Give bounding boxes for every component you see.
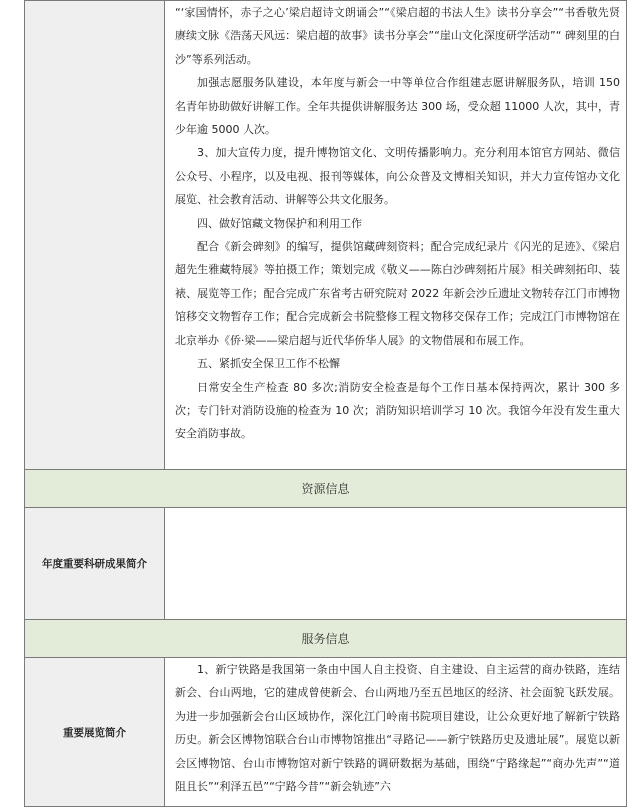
exhibitions-paragraph: 1、新宁铁路是我国第一条由中国人自主投资、自主建设、自主运营的商办铁路，连结新会、台山两地，它的建成曾使新会、台山两地乃至五邑地区的经济、社会面貌飞跃发展。为进一步加强新会台山区域协作，深化江门岭南书院项目建设，让公众更好地了解新宁铁路历史。新会区博物馆联合台山市博物馆推出“寻路记——新宁铁路历史及遗址展”。展览以新会区博物馆、台山市博物馆对新宁铁路的调研数据为基础，围绕“宁路缘起”“商办先声”“道阻且长”“利泽五邑”“宁路今昔”“新会轨迹”六	[175, 663, 620, 794]
activities-heading: 五、紧抓安全保卫工作不松懈	[197, 357, 340, 371]
exhibitions-label-cell	[25, 658, 165, 807]
activities-content-cell	[165, 1, 627, 470]
research-label-cell	[25, 508, 165, 620]
exhibitions-row	[25, 658, 627, 807]
research-content-cell	[165, 508, 627, 620]
resources-section-title: 资源信息	[25, 470, 627, 508]
activities-label-cell	[25, 1, 165, 470]
activities-paragraph: 加强志愿服务队建设，本年度与新会一中等单位合作组建志愿讲解服务队，培训 150 名青年协助做好讲解工作。全年共提供讲解服务达 300 场，受众超 11000 人次，其中，青少年逾 5000 人次。	[175, 76, 620, 137]
resources-section-row	[25, 470, 627, 508]
services-section-title: 服务信息	[25, 620, 627, 658]
activities-paragraph: 日常安全生产检查 80 多次;消防安全检查是每个工作日基本保持两次，累计 300 多次；专门针对消防设施的检查为 10 次；消防知识培训学习 10 次。我馆今年没有发生重大安全消防事故。	[175, 380, 620, 441]
info-table	[24, 0, 627, 807]
research-label: 年度重要科研成果简介	[42, 558, 147, 570]
research-row	[25, 508, 627, 620]
exhibitions-content-cell	[165, 658, 627, 807]
exhibitions-label: 重要展览简介	[63, 726, 126, 739]
activities-paragraph: 3、加大宣传力度，提升博物馆文化、文明传播影响力。充分利用本馆官方网站、微信公众号、小程序，以及电视、报刊等媒体，向公众普及文博相关知识，并大力宣传馆办文化展览、社会教育活动、讲解等公共文化服务。	[175, 146, 620, 207]
activities-row	[25, 1, 627, 470]
activities-heading: 四、做好馆藏文物保护和利用工作	[197, 216, 362, 230]
activities-paragraph: “‘家国情怀，赤子之心’梁启超诗文朗诵会”“《梁启超的书法人生》读书分享会”“书香敬先贤 赓续文脉《浩荡天风远：梁启超的故事》读书分享会”“崖山文化深度研学活动”“ 碑刻里的白沙”等系列活动。	[175, 6, 620, 66]
activities-paragraph: 配合《新会碑刻》的编写，提供馆藏碑刻资料；配合完成纪录片《闪光的足迹》、《梁启超先生雅藏特展》等拍摄工作；策划完成《敬义——陈白沙碑刻拓片展》相关碑刻拓印、装裱、展览等工作；配合完成广东省考古研究院对 2022 年新会沙丘遗址文物转存江门市博物馆移交文物暂存工作；配合完成新会书院整修工程文物移交保存工作；完成江门市博物馆在北京举办《侨·梁——梁启超与近代华侨华人展》的文物借展和布展工作。	[175, 240, 620, 347]
services-section-row	[25, 620, 627, 658]
